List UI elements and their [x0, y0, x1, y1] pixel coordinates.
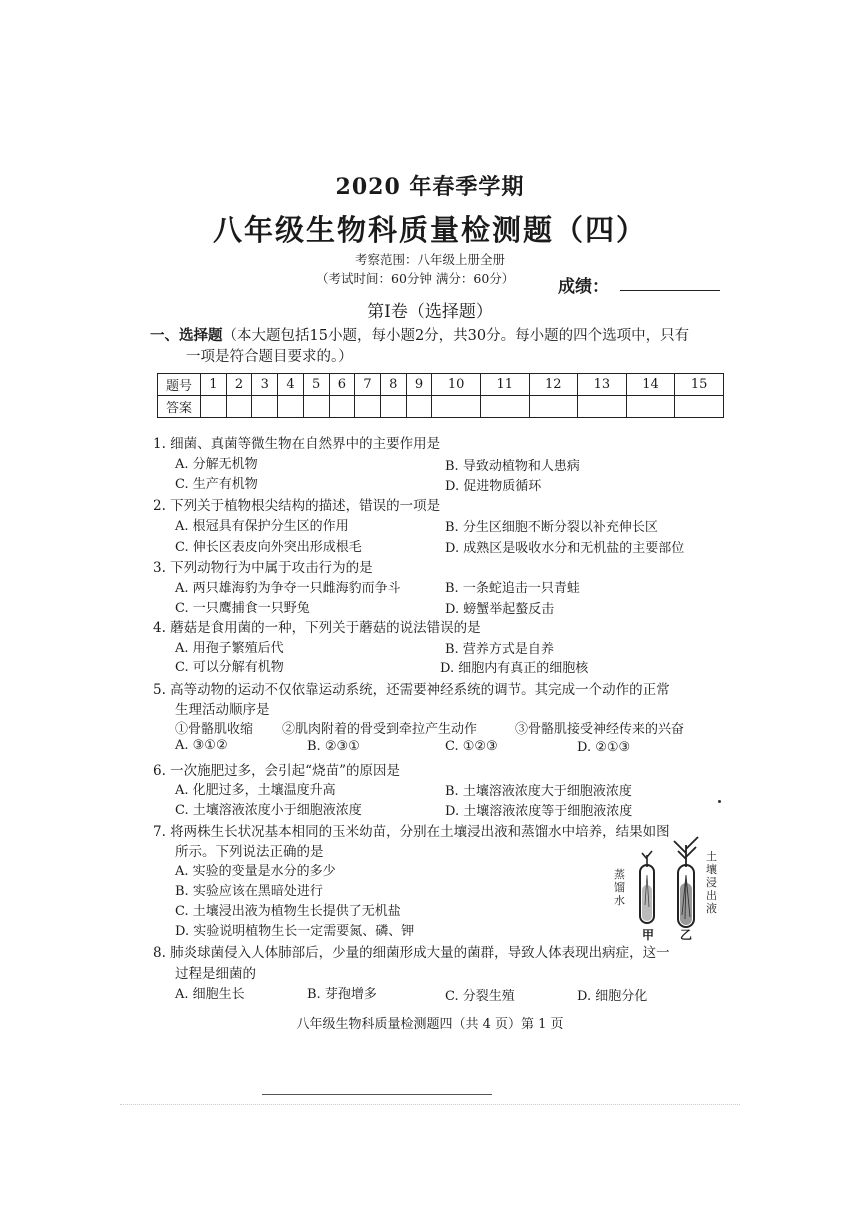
question-number-cell: 13 [578, 374, 627, 396]
part-title: 第Ⅰ卷（选择题） [367, 302, 493, 322]
question-number-cell: 1 [201, 374, 227, 396]
question-3-stem: 3. 下列动物行为中属于攻击行为的是 [153, 560, 373, 576]
score-blank[interactable] [620, 290, 720, 291]
question-4-stem: 4. 蘑菇是食用菌的一种，下列关于蘑菇的说法错误的是 [153, 620, 481, 636]
question-4-option-b[interactable]: B. 营养方式是自养 [445, 642, 554, 657]
answer-cell[interactable] [303, 396, 329, 418]
answer-table [157, 373, 724, 418]
exam-scope: 考察范围：八年级上册全册 [354, 252, 505, 267]
scan-line-artifact-faint [120, 1104, 740, 1105]
question-3-option-c[interactable]: C. 一只鹰捕食一只野兔 [175, 601, 310, 616]
section-instruction-text-2: 一项是符合题目要求的。） [186, 349, 353, 365]
question-number-cell: 12 [529, 374, 578, 396]
answer-cell[interactable] [406, 396, 432, 418]
question-8-option-a[interactable]: A. 细胞生长 [175, 987, 245, 1002]
answer-row-header: 答案 [158, 396, 201, 418]
answer-cell[interactable] [578, 396, 627, 418]
question-number-cell: 11 [480, 374, 529, 396]
question-3-option-b[interactable]: B. 一条蛇追击一只青蛙 [445, 581, 580, 596]
number-row-header: 题号 [158, 374, 201, 396]
scan-line-artifact [262, 1094, 492, 1095]
question-number-cell: 9 [406, 374, 432, 396]
question-number-cell: 2 [226, 374, 252, 396]
answer-cell[interactable] [226, 396, 252, 418]
question-number-cell: 10 [432, 374, 481, 396]
question-8-option-b[interactable]: B. 芽孢增多 [307, 987, 377, 1002]
question-4-option-c[interactable]: C. 可以分解有机物 [175, 660, 284, 675]
answer-cell[interactable] [480, 396, 529, 418]
answer-cell[interactable] [252, 396, 278, 418]
question-2-stem: 2. 下列关于植物根尖结构的描述，错误的一项是 [153, 498, 441, 514]
question-1-option-c[interactable]: C. 生产有机物 [175, 477, 258, 492]
question-1-option-d[interactable]: D. 促进物质循环 [445, 479, 542, 494]
question-5-option-b[interactable]: B. ②③① [307, 739, 360, 754]
score-label: 成绩： [558, 277, 609, 297]
question-4-option-a[interactable]: A. 用孢子繁殖后代 [175, 641, 284, 656]
answer-cell[interactable] [380, 396, 406, 418]
question-8-option-d[interactable]: D. 细胞分化 [577, 989, 648, 1004]
question-number-cell: 15 [675, 374, 724, 396]
question-number-cell: 3 [252, 374, 278, 396]
question-number-cell: 7 [355, 374, 381, 396]
answer-cell[interactable] [432, 396, 481, 418]
term-heading: 2020 年春季学期 [335, 174, 525, 200]
question-5-item-3: ③骨骼肌接受神经传来的兴奋 [515, 722, 685, 737]
question-5-item-2: ②肌肉附着的骨受到牵拉产生动作 [282, 722, 478, 737]
exam-time-info: （考试时间：60分钟 满分：60分） [316, 271, 515, 286]
question-number-cell: 6 [329, 374, 355, 396]
question-5-item-1: ①骨骼肌收缩 [175, 722, 254, 737]
question-5-stem: 5. 高等动物的运动不仅依靠运动系统，还需要神经系统的调节。其完成一个动作的正常 [153, 682, 670, 698]
answer-cell[interactable] [355, 396, 381, 418]
figure-right-label: 土壤浸出液 [706, 850, 717, 915]
question-3-option-a[interactable]: A. 两只雄海豹为争夺一只雌海豹而争斗 [175, 581, 401, 596]
tube-a-label: 甲 [642, 928, 655, 942]
question-7-stem: 7. 将两株生长状况基本相同的玉米幼苗，分别在土壤浸出液和蒸馏水中培养，结果如图 [153, 824, 670, 840]
figure-left-label: 蒸馏水 [614, 868, 625, 907]
scan-speck [718, 800, 721, 803]
question-2-option-d[interactable]: D. 成熟区是吸收水分和无机盐的主要部位 [445, 541, 685, 556]
answer-cell[interactable] [529, 396, 578, 418]
question-3-option-d[interactable]: D. 螃蟹举起螯反击 [445, 602, 555, 617]
question-7-option-c[interactable]: C. 土壤浸出液为植物生长提供了无机盐 [175, 904, 401, 919]
question-7-stem-line-2: 所示。下列说法正确的是 [175, 844, 324, 860]
question-8-stem: 8. 肺炎球菌侵入人体肺部后，少量的细菌形成大量的菌群，导致人体表现出病症，这一 [153, 945, 670, 961]
tube-b-label: 乙 [680, 928, 693, 942]
question-5-stem-line-2: 生理活动顺序是 [175, 702, 270, 718]
question-1-stem: 1. 细菌、真菌等微生物在自然界中的主要作用是 [153, 436, 441, 452]
question-number-cell: 5 [303, 374, 329, 396]
section-instruction [150, 325, 730, 368]
answer-row [158, 396, 724, 418]
question-5-option-c[interactable]: C. ①②③ [445, 739, 498, 754]
answer-cell[interactable] [329, 396, 355, 418]
question-2-option-b[interactable]: B. 分生区细胞不断分裂以补充伸长区 [445, 520, 658, 535]
section-instruction-text: （本大题包括15小题，每小题2分，共30分。每小题的四个选项中，只有 [222, 328, 690, 344]
question-6-stem: 6. 一次施肥过多，会引起“烧苗”的原因是 [153, 763, 400, 779]
answer-cell[interactable] [626, 396, 675, 418]
question-8-stem-line-2: 过程是细菌的 [175, 966, 256, 982]
question-6-option-b[interactable]: B. 土壤溶液浓度大于细胞液浓度 [445, 784, 632, 799]
question-1-option-b[interactable]: B. 导致动植物和人患病 [445, 459, 580, 474]
question-number-cell: 8 [380, 374, 406, 396]
question-4-option-d[interactable]: D. 细胞内有真正的细胞核 [440, 661, 589, 676]
answer-cell[interactable] [675, 396, 724, 418]
question-6-option-a[interactable]: A. 化肥过多，土壤温度升高 [175, 783, 336, 798]
answer-cell[interactable] [278, 396, 304, 418]
exam-title: 八年级生物科质量检测题（四） [212, 213, 647, 247]
question-6-option-d[interactable]: D. 土壤溶液浓度等于细胞液浓度 [445, 804, 633, 819]
question-6-option-c[interactable]: C. 土壤溶液浓度小于细胞液浓度 [175, 803, 362, 818]
question-5-option-a[interactable]: A. ③①② [175, 738, 228, 753]
question-7-option-b[interactable]: B. 实验应该在黑暗处进行 [175, 884, 323, 899]
question-1-option-a[interactable]: A. 分解无机物 [175, 457, 258, 472]
question-2-option-a[interactable]: A. 根冠具有保护分生区的作用 [175, 519, 349, 534]
number-row [158, 374, 724, 396]
question-5-option-d[interactable]: D. ②①③ [577, 740, 631, 755]
answer-cell[interactable] [201, 396, 227, 418]
section-label: 一、选择题 [150, 327, 223, 344]
question-7-option-d[interactable]: D. 实验说明植物生长一定需要氮、磷、钾 [175, 924, 415, 939]
question-7-option-a[interactable]: A. 实验的变量是水分的多少 [175, 864, 336, 879]
question-number-cell: 14 [626, 374, 675, 396]
question-8-option-c[interactable]: C. 分裂生殖 [445, 989, 515, 1004]
question-2-option-c[interactable]: C. 伸长区表皮向外突出形成根毛 [175, 540, 362, 555]
page-footer: 八年级生物科质量检测题四（共 4 页）第 1 页 [296, 1017, 564, 1032]
question-number-cell: 4 [278, 374, 304, 396]
